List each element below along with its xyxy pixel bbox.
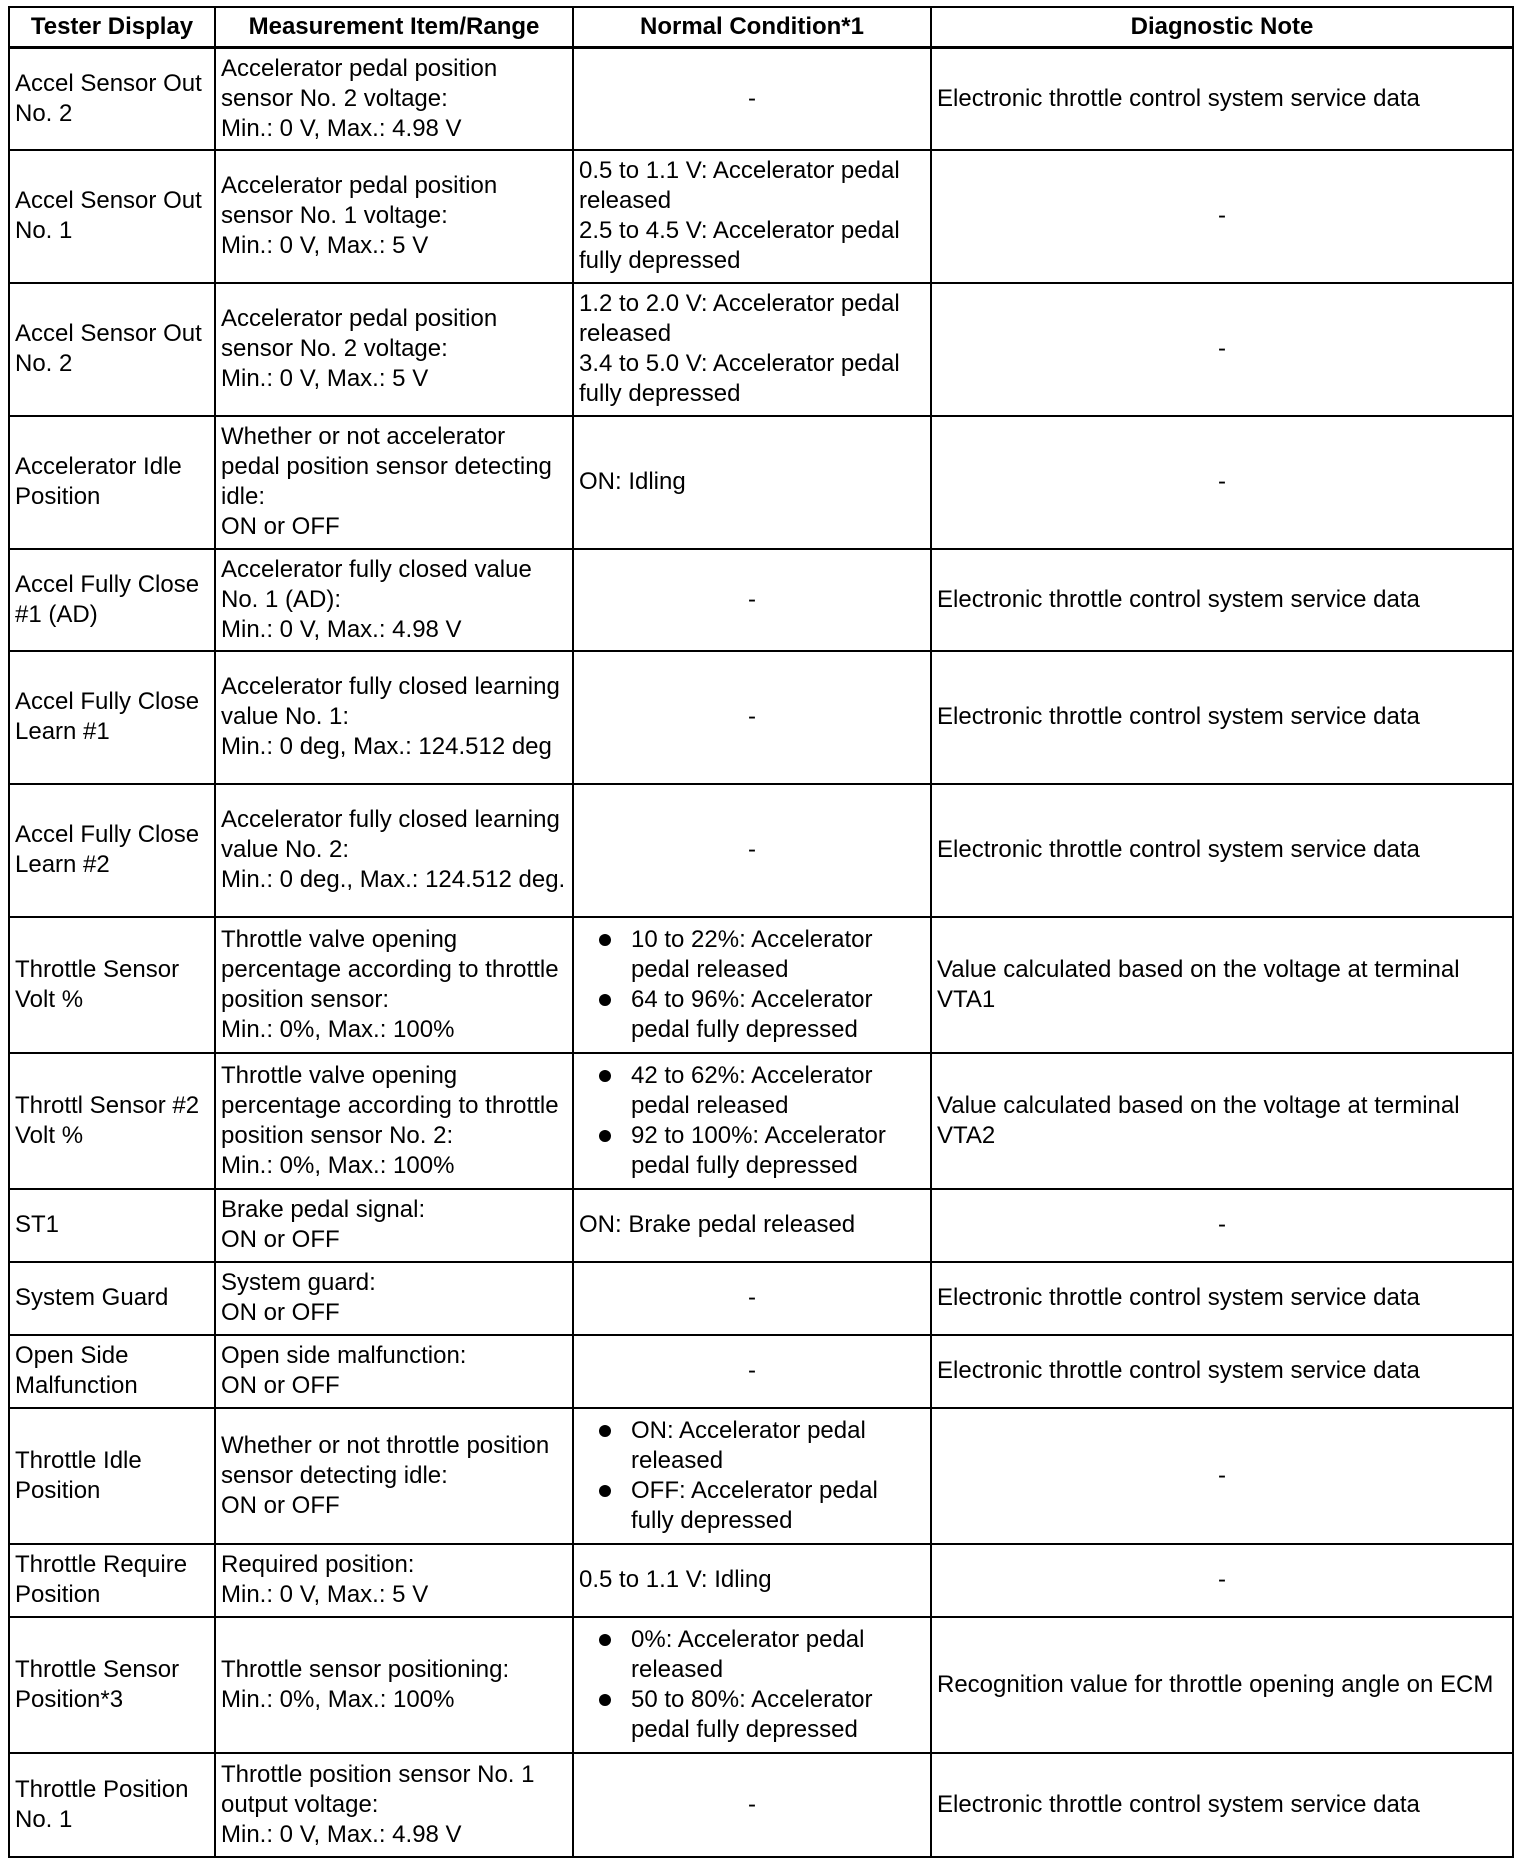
diagnostic-note-cell: - [931, 416, 1513, 549]
normal-condition-cell: 1.2 to 2.0 V: Accelerator pedal released 3.4 to 5.0 V: Accelerator pedal fully depressed [573, 283, 931, 416]
measurement-cell: Open side malfunction: ON or OFF [215, 1335, 573, 1408]
normal-condition-cell: - [573, 1335, 931, 1408]
tester-display-cell: Throttle Position No. 1 [9, 1753, 215, 1857]
measurement-cell: Accelerator fully closed learning value No. 1: Min.: 0 deg, Max.: 124.512 deg [215, 651, 573, 784]
normal-condition-cell: ON: Idling [573, 416, 931, 549]
normal-condition-cell: - [573, 549, 931, 651]
normal-condition-cell [573, 1617, 931, 1753]
diagnostic-note-cell: Value calculated based on the voltage at terminal VTA2 [931, 1053, 1513, 1189]
normal-condition-cell: - [573, 784, 931, 917]
table-row [9, 416, 1513, 549]
table-row [9, 48, 1513, 150]
normal-condition-cell: - [573, 1262, 931, 1335]
diagnostic-note-cell: Electronic throttle control system service data [931, 1262, 1513, 1335]
measurement-cell: Throttle position sensor No. 1 output voltage: Min.: 0 V, Max.: 4.98 V [215, 1753, 573, 1857]
header-measurement-item: Measurement Item/Range [215, 7, 573, 48]
table-row [9, 917, 1513, 1053]
tester-display-cell: Throttle Idle Position [9, 1408, 215, 1544]
data-list-table [8, 6, 1514, 1858]
measurement-cell: Required position: Min.: 0 V, Max.: 5 V [215, 1544, 573, 1617]
table-row [9, 784, 1513, 917]
diagnostic-note-cell: Electronic throttle control system service data [931, 1753, 1513, 1857]
normal-condition-cell: - [573, 48, 931, 150]
normal-condition-cell: ON: Brake pedal released [573, 1189, 931, 1262]
measurement-cell: Accelerator pedal position sensor No. 2 voltage: Min.: 0 V, Max.: 5 V [215, 283, 573, 416]
normal-condition-cell: 0.5 to 1.1 V: Idling [573, 1544, 931, 1617]
tester-display-cell: Throttle Require Position [9, 1544, 215, 1617]
table-row [9, 150, 1513, 283]
tester-display-cell: Open Side Malfunction [9, 1335, 215, 1408]
normal-condition-list [579, 925, 925, 1045]
table-row [9, 1408, 1513, 1544]
measurement-cell: Accelerator fully closed value No. 1 (AD): Min.: 0 V, Max.: 4.98 V [215, 549, 573, 651]
diagnostic-note-cell: Electronic throttle control system service data [931, 549, 1513, 651]
normal-condition-cell: - [573, 651, 931, 784]
normal-condition-cell [573, 1408, 931, 1544]
measurement-cell: Brake pedal signal: ON or OFF [215, 1189, 573, 1262]
table-row [9, 1053, 1513, 1189]
diagnostic-note-cell: - [931, 1408, 1513, 1544]
list-item: 64 to 96%: Accelerator pedal fully depressed [631, 985, 925, 1045]
normal-condition-cell [573, 917, 931, 1053]
tester-display-cell: Accel Sensor Out No. 1 [9, 150, 215, 283]
list-item: OFF: Accelerator pedal fully depressed [631, 1476, 925, 1536]
measurement-cell: Accelerator pedal position sensor No. 1 voltage: Min.: 0 V, Max.: 5 V [215, 150, 573, 283]
diagnostic-note-cell: Electronic throttle control system service data [931, 1335, 1513, 1408]
diagnostic-note-cell: - [931, 150, 1513, 283]
table-row [9, 1189, 1513, 1262]
tester-display-cell: Accel Sensor Out No. 2 [9, 283, 215, 416]
normal-condition-cell [573, 1053, 931, 1189]
measurement-cell: System guard: ON or OFF [215, 1262, 573, 1335]
tester-display-cell: Accel Fully Close Learn #2 [9, 784, 215, 917]
table-row [9, 1617, 1513, 1753]
measurement-cell: Throttle valve opening percentage according to throttle position sensor No. 2: Min.: 0%, Max.: 100% [215, 1053, 573, 1189]
diagnostic-note-cell: - [931, 1189, 1513, 1262]
measurement-cell: Whether or not throttle position sensor detecting idle: ON or OFF [215, 1408, 573, 1544]
table-row [9, 651, 1513, 784]
tester-display-cell: System Guard [9, 1262, 215, 1335]
diagnostic-note-cell: Electronic throttle control system service data [931, 651, 1513, 784]
table-row [9, 549, 1513, 651]
header-row [9, 7, 1513, 48]
tester-display-cell: ST1 [9, 1189, 215, 1262]
normal-condition-list [579, 1625, 925, 1745]
tester-display-cell: Throttl Sensor #2 Volt % [9, 1053, 215, 1189]
list-item: 92 to 100%: Accelerator pedal fully depressed [631, 1121, 925, 1181]
normal-condition-cell: 0.5 to 1.1 V: Accelerator pedal released 2.5 to 4.5 V: Accelerator pedal fully depressed [573, 150, 931, 283]
tester-display-cell: Accel Fully Close #1 (AD) [9, 549, 215, 651]
tester-display-cell: Accelerator Idle Position [9, 416, 215, 549]
tester-display-cell: Accel Sensor Out No. 2 [9, 48, 215, 150]
tester-display-cell: Throttle Sensor Volt % [9, 917, 215, 1053]
tester-display-cell: Accel Fully Close Learn #1 [9, 651, 215, 784]
measurement-cell: Throttle valve opening percentage according to throttle position sensor: Min.: 0%, Max.: 100% [215, 917, 573, 1053]
table-row [9, 1544, 1513, 1617]
list-item: 50 to 80%: Accelerator pedal fully depressed [631, 1685, 925, 1745]
measurement-cell: Accelerator fully closed learning value No. 2: Min.: 0 deg., Max.: 124.512 deg. [215, 784, 573, 917]
list-item: 42 to 62%: Accelerator pedal released [631, 1061, 925, 1121]
table-row [9, 1262, 1513, 1335]
diagnostic-note-cell: Recognition value for throttle opening angle on ECM [931, 1617, 1513, 1753]
measurement-cell: Accelerator pedal position sensor No. 2 voltage: Min.: 0 V, Max.: 4.98 V [215, 48, 573, 150]
diagnostic-note-cell: - [931, 283, 1513, 416]
normal-condition-list [579, 1061, 925, 1181]
normal-condition-cell: - [573, 1753, 931, 1857]
diagnostic-note-cell: - [931, 1544, 1513, 1617]
list-item: 0%: Accelerator pedal released [631, 1625, 925, 1685]
header-normal-condition: Normal Condition*1 [573, 7, 931, 48]
list-item: ON: Accelerator pedal released [631, 1416, 925, 1476]
table-row [9, 1335, 1513, 1408]
diagnostic-note-cell: Electronic throttle control system service data [931, 48, 1513, 150]
table-row [9, 1753, 1513, 1857]
measurement-cell: Whether or not accelerator pedal position sensor detecting idle: ON or OFF [215, 416, 573, 549]
table-row [9, 283, 1513, 416]
list-item: 10 to 22%: Accelerator pedal released [631, 925, 925, 985]
header-diagnostic-note: Diagnostic Note [931, 7, 1513, 48]
diagnostic-note-cell: Electronic throttle control system service data [931, 784, 1513, 917]
normal-condition-list [579, 1416, 925, 1536]
diagnostic-note-cell: Value calculated based on the voltage at terminal VTA1 [931, 917, 1513, 1053]
header-tester-display: Tester Display [9, 7, 215, 48]
measurement-cell: Throttle sensor positioning: Min.: 0%, Max.: 100% [215, 1617, 573, 1753]
tester-display-cell: Throttle Sensor Position*3 [9, 1617, 215, 1753]
